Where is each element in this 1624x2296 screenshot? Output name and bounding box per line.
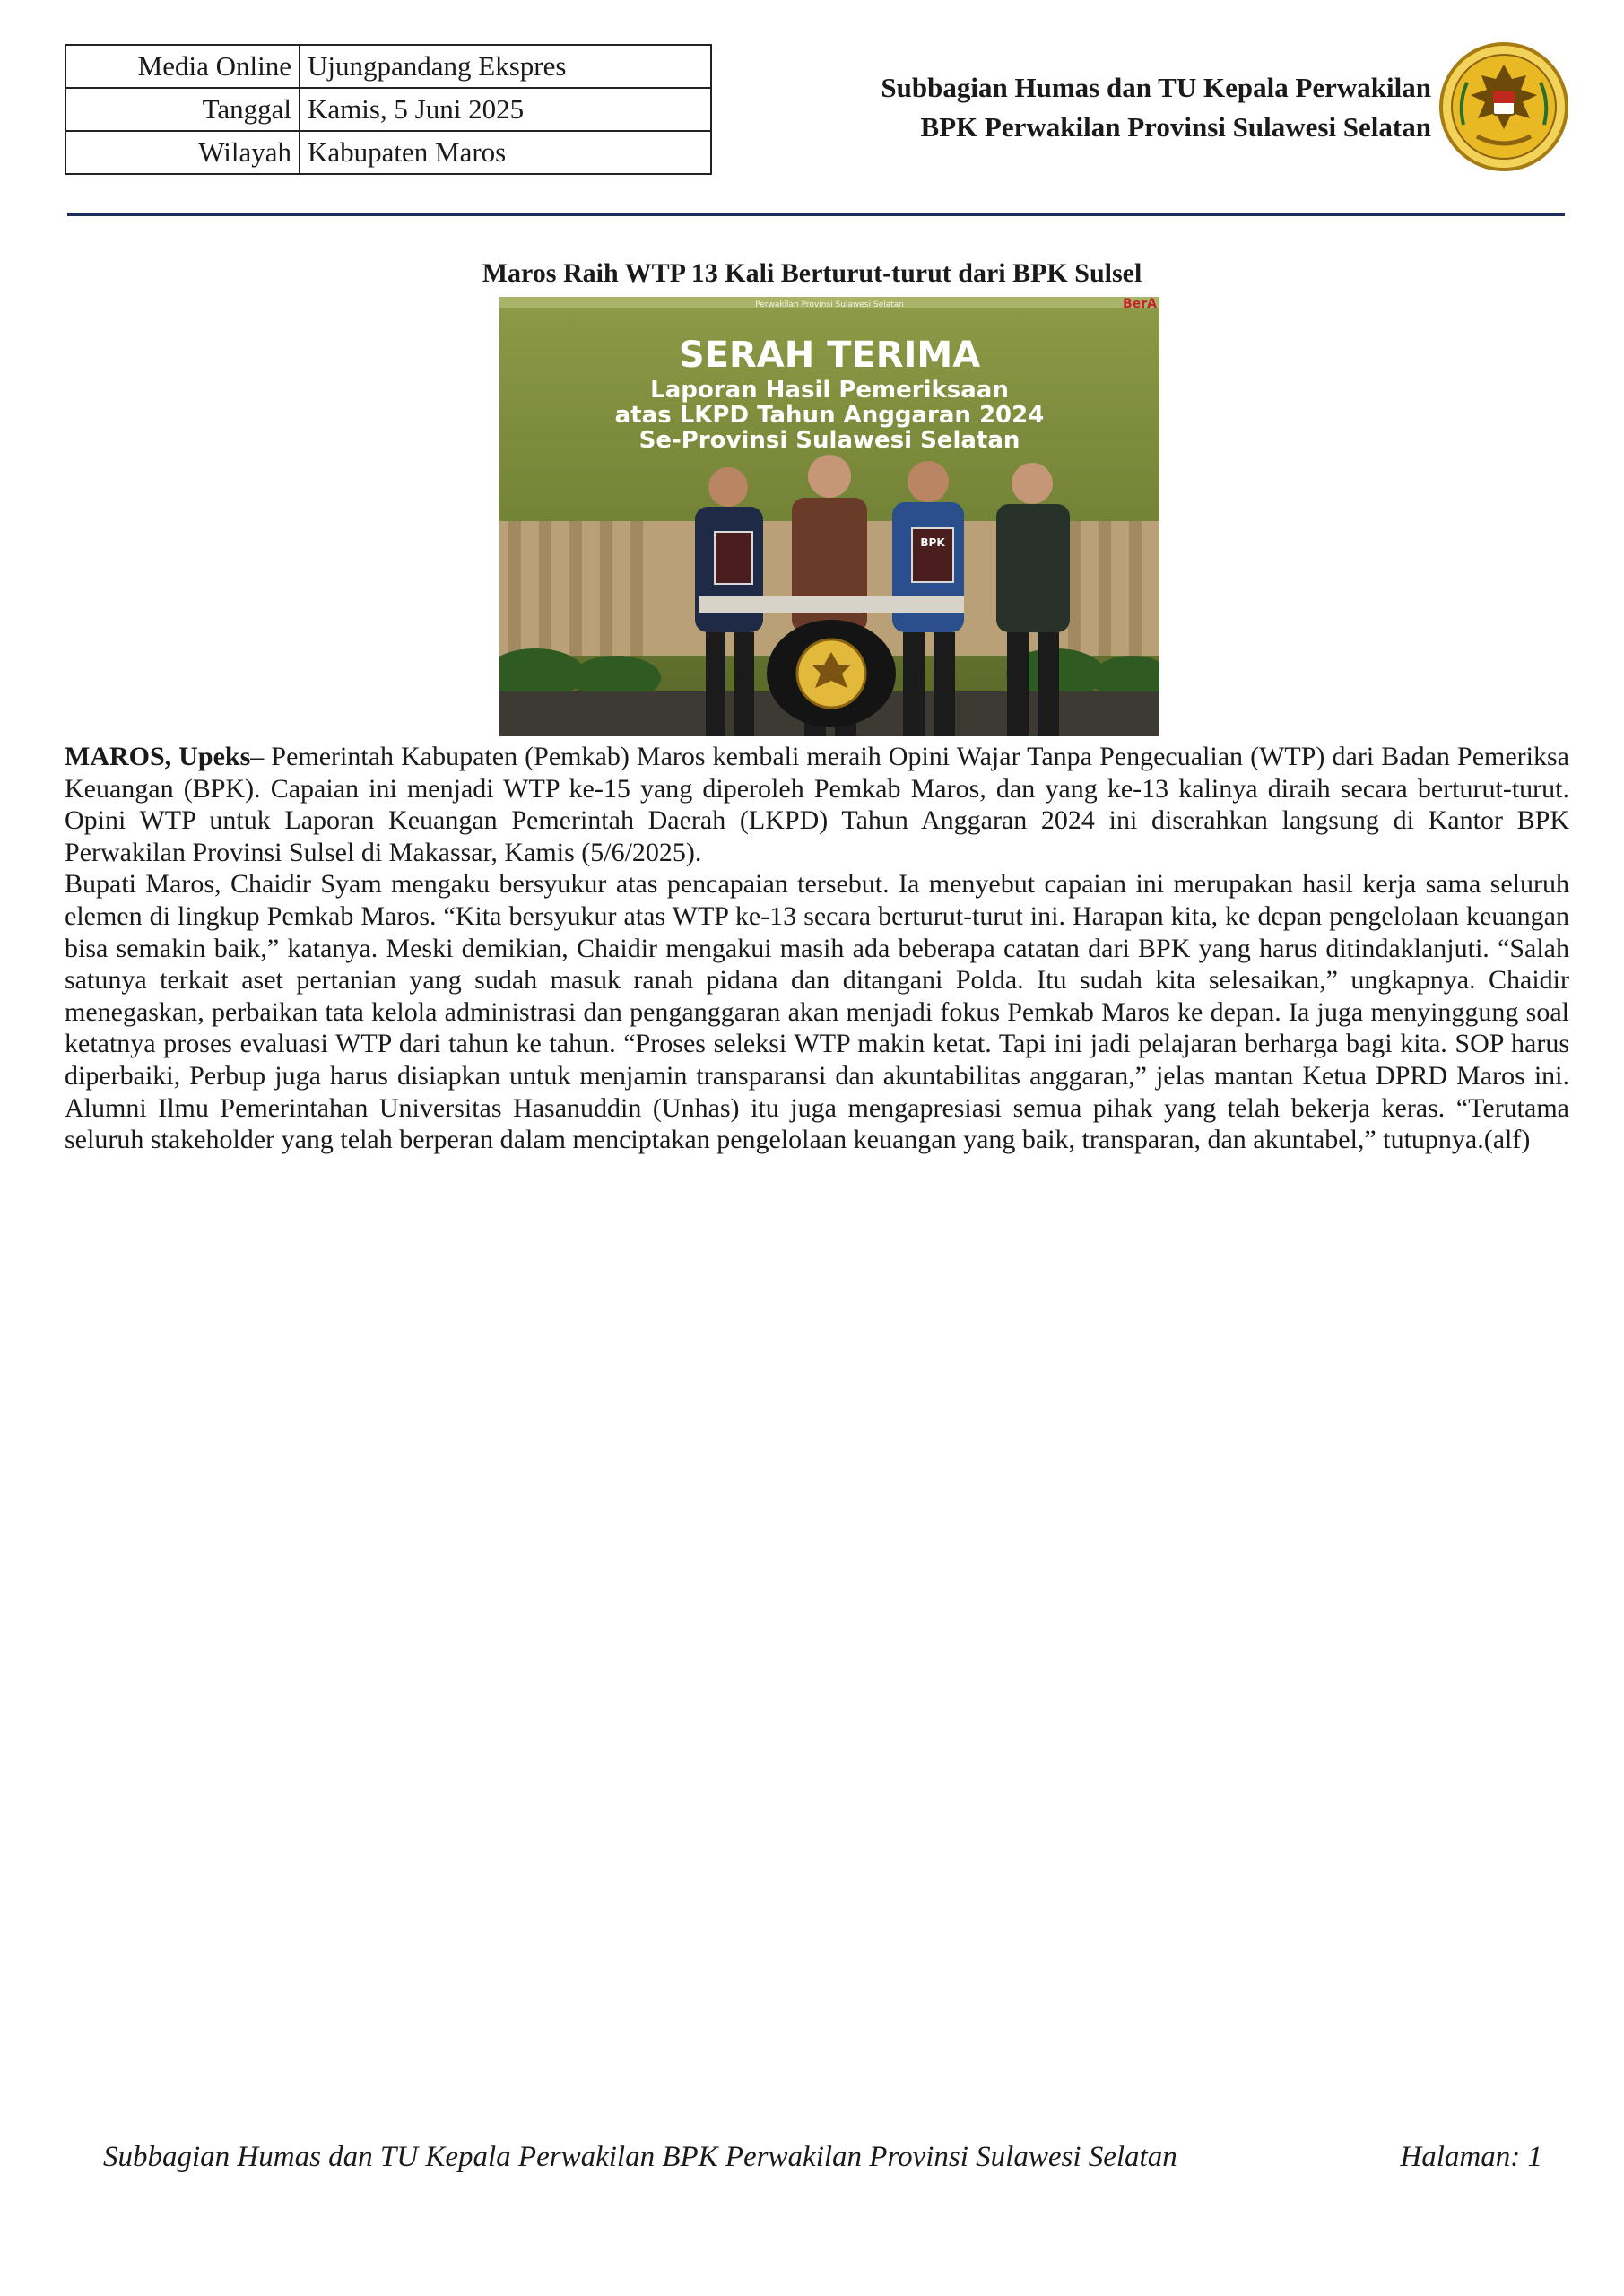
office-line-1: Subbagian Humas dan TU Kepala Perwakilan <box>881 72 1431 103</box>
media-value: Ujungpandang Ekspres <box>300 45 711 88</box>
date-value: Kamis, 5 Juni 2025 <box>300 88 711 131</box>
region-label: Wilayah <box>65 131 300 174</box>
article-paragraph-1 <box>65 741 1569 868</box>
banner-line-3: atas LKPD Tahun Anggaran 2024 <box>614 402 1045 429</box>
office-line-2: BPK Perwakilan Provinsi Sulawesi Selatan <box>920 111 1431 143</box>
footer-office: Subbagian Humas dan TU Kepala Perwakilan BPK Perwakilan Provinsi Sulawesi Selatan <box>103 2141 1177 2173</box>
header-divider <box>67 213 1565 216</box>
banner-line-2: Laporan Hasil Pemeriksaan <box>650 377 1009 404</box>
media-info-table <box>65 44 712 175</box>
date-row <box>65 88 711 131</box>
article-paragraph-2: Bupati Maros, Chaidir Syam mengaku bersyukur atas pencapaian tersebut. Ia menyebut capaian ini merupakan hasil kerja sama seluruh elemen di lingkup Pemkab Maros. “Kita bersyukur atas WTP ke-13 secara berturut-turut ini. Harapan kita, ke depan pengelolaan keuangan bisa semakin baik,” katanya. Meski demikian, Chaidir mengakui masih ada beberapa catatan dari BPK yang harus ditindaklanjuti. “Salah satunya terkait aset pertanian yang sudah masuk ranah pidana dan ditangani Polda. Itu sudah kita selesaikan,” ungkapnya. Chaidir menegaskan, perbaikan tata kelola administrasi dan penganggaran akan menjadi fokus Pemkab Maros ke depan. Ia juga menyinggung soal ketatnya proses evaluasi WTP dari tahun ke tahun. “Proses seleksi WTP makin ketat. Tapi ini jadi pelajaran berharga bagi kita. SOP harus diperbaiki, Perbup juga harus disiapkan untuk menjamin transparansi dan akuntabilitas anggaran,” jelas mantan Ketua DPRD Maros ini. Alumni Ilmu Pemerintahan Universitas Hasanuddin (Unhas) itu juga mengapresiasi semua pihak yang telah bekerja keras. “Terutama seluruh stakeholder yang telah berperan dalam menciptakan pengelolaan keuangan yang baik, transparan, dan akuntabel,” tutupnya.(alf) <box>65 869 1569 1155</box>
banner-heading: SERAH TERIMA <box>678 335 981 376</box>
article-dateline: MAROS, Upeks <box>65 742 251 771</box>
office-heading <box>881 68 1431 147</box>
media-label: Media Online <box>65 45 300 88</box>
banner-corner-text: BerA <box>1123 297 1157 311</box>
article-body <box>65 741 1569 1156</box>
article-paragraph-1-text: – Pemerintah Kabupaten (Pemkab) Maros kembali meraih Opini Wajar Tanpa Pengecualian (WTP) dari Badan Pemeriksa Keuangan (BPK). Capaian ini menjadi WTP ke-15 yang diperoleh Pemkab Maros, dan yang ke-13 kalinya diraih secara berturut-turut. Opini WTP untuk Laporan Keuangan Pemerintah Daerah (LKPD) Tahun Anggaran 2024 ini diserahkan langsung di Kantor BPK Perwakilan Provinsi Sulsel di Makassar, Kamis (5/6/2025). <box>65 742 1569 867</box>
photo-folder-label: BPK <box>920 536 945 549</box>
media-row <box>65 45 711 88</box>
date-label: Tanggal <box>65 88 300 131</box>
banner-small-text: Perwakilan Provinsi Sulawesi Selatan <box>755 300 904 309</box>
banner-line-4: Se-Provinsi Sulawesi Selatan <box>638 427 1020 454</box>
article-title: Maros Raih WTP 13 Kali Berturut-turut dari BPK Sulsel <box>482 258 1142 288</box>
bpk-emblem-logo <box>1437 39 1571 174</box>
article-photo <box>499 297 1159 736</box>
region-row <box>65 131 711 174</box>
page-number: Halaman: 1 <box>1400 2141 1542 2173</box>
region-value: Kabupaten Maros <box>300 131 711 174</box>
